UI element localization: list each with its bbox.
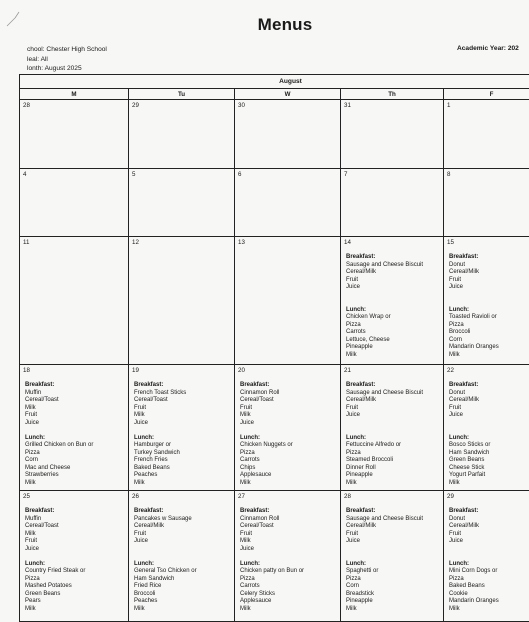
menu-item: French Fries <box>134 457 168 463</box>
day-number: 29 <box>132 102 139 109</box>
menu-item: Bosco Sticks or <box>449 442 491 448</box>
menu-item: Milk <box>25 479 36 486</box>
menu-item: Juice <box>346 412 361 418</box>
menu-item: Juice <box>25 545 40 552</box>
menu-item: Milk <box>25 404 36 411</box>
breakfast-heading: Breakfast: <box>346 382 376 388</box>
menu-item: Mashed Potatoes <box>25 583 72 589</box>
lunch-heading: Lunch: <box>346 306 366 313</box>
calendar-day-cell <box>341 365 444 491</box>
menu-item: Milk <box>240 605 251 612</box>
lunch-heading: Lunch: <box>449 560 469 567</box>
menu-item: Fettuccine Alfredo or <box>346 442 402 448</box>
menu-item: Corn <box>346 583 360 589</box>
menu-item: Juice <box>25 419 40 426</box>
menu-item: Toasted Ravioli or <box>449 314 497 320</box>
menu-item: Milk <box>240 412 251 418</box>
lunch-heading: Lunch: <box>449 306 469 313</box>
menu-item: Fruit <box>134 530 146 537</box>
day-menu <box>346 254 441 359</box>
menu-item: Sausage and Cheese Biscuit <box>346 389 424 396</box>
menu-item: Juice <box>240 545 255 552</box>
day-menu <box>240 382 338 487</box>
menu-item: Muffin <box>25 389 42 396</box>
menu-item: Fruit <box>346 530 358 537</box>
menu-item: Fruit <box>25 412 37 418</box>
menu-item: Breadstick <box>346 590 375 597</box>
menu-item: Ham Sandwich <box>134 575 175 582</box>
menu-meta <box>27 45 107 74</box>
menu-item: Cereal/Toast <box>25 523 59 529</box>
calendar-day-cell <box>341 491 444 622</box>
menu-item: Celery Sticks <box>240 590 276 597</box>
menu-item: Pizza <box>240 575 255 582</box>
menu-item: Corn <box>25 457 39 463</box>
academic-year-label: Academic Year: 202 <box>457 45 519 52</box>
menu-item: Baked Beans <box>134 464 170 471</box>
day-number: 1 <box>447 102 451 109</box>
menu-item: Cereal/Milk <box>346 397 377 403</box>
day-number: 7 <box>344 171 348 178</box>
meal-label: leal: All <box>27 55 48 63</box>
menu-item: Hamburger or <box>134 442 172 448</box>
menu-item: Turkey Sandwich <box>134 449 180 456</box>
menu-gap <box>449 553 529 561</box>
menu-item: Fruit <box>25 538 37 544</box>
weekday-header: M <box>20 89 129 100</box>
menu-item: Milk <box>134 479 145 486</box>
calendar-day-cell <box>235 365 341 491</box>
menu-item: Cereal/Toast <box>134 397 168 403</box>
calendar-day-cell <box>129 237 235 365</box>
menu-item: Juice <box>134 538 149 544</box>
menu-item: Pineapple <box>346 598 373 604</box>
menu-item: Donut <box>449 389 466 396</box>
menu-item: Fried Rice <box>134 583 162 589</box>
menu-item: Broccoli <box>134 590 156 597</box>
calendar-day-cell <box>129 169 235 237</box>
menu-item: Chips <box>240 464 256 471</box>
lunch-heading: Lunch: <box>134 560 154 567</box>
menu-item: Peaches <box>134 598 158 604</box>
menu-item: Lettuce, Cheese <box>346 336 390 343</box>
menu-item: Chicken patty on Bun or <box>240 568 305 574</box>
calendar-day-cell <box>341 169 444 237</box>
menu-item: Milk <box>134 605 145 612</box>
menu-gap <box>449 420 529 428</box>
menu-item: Pizza <box>240 449 255 456</box>
day-number: 20 <box>238 367 245 374</box>
day-number: 6 <box>238 171 242 178</box>
menu-gap <box>134 546 232 554</box>
calendar-day-cell <box>444 237 529 365</box>
calendar-day-cell <box>129 100 235 169</box>
menu-item: Cereal/Milk <box>346 523 377 529</box>
day-number: 12 <box>132 239 139 246</box>
menu-item: Grilled Chicken on Bun or <box>25 442 94 448</box>
day-number: 18 <box>23 367 30 374</box>
menu-item: Cereal/Milk <box>134 523 165 529</box>
day-menu <box>25 508 126 613</box>
menu-item: Applesauce <box>240 598 272 604</box>
menu-item: Cereal/Toast <box>25 397 59 403</box>
day-number: 19 <box>132 367 139 374</box>
menu-item: Cinnamon Roll <box>240 389 280 396</box>
menu-item: Juice <box>449 412 464 418</box>
menu-item: Juice <box>449 538 464 544</box>
day-number: 11 <box>23 239 30 246</box>
menu-item: Steamed Broccoli <box>346 457 394 463</box>
menu-item: Milk <box>449 479 460 486</box>
day-number: 8 <box>447 171 451 178</box>
menu-item: Juice <box>346 538 361 544</box>
breakfast-heading: Breakfast: <box>449 508 479 514</box>
menu-item: Corn <box>449 336 463 343</box>
menu-item: Mac and Cheese <box>25 464 71 471</box>
breakfast-heading: Breakfast: <box>449 254 479 260</box>
menu-item: Cereal/Milk <box>449 523 480 529</box>
calendar-day-cell <box>341 237 444 365</box>
menu-item: Broccoli <box>449 329 471 335</box>
breakfast-heading: Breakfast: <box>25 382 55 388</box>
menu-item: Pineapple <box>346 344 373 350</box>
menu-item: Milk <box>346 605 357 612</box>
menu-item: Fruit <box>240 530 252 537</box>
menu-item: Milk <box>240 479 251 486</box>
breakfast-heading: Breakfast: <box>25 508 55 514</box>
calendar-day-cell <box>235 100 341 169</box>
weekday-header: Th <box>341 89 444 100</box>
menu-item: Donut <box>449 261 466 268</box>
day-menu <box>449 508 529 613</box>
menu-item: French Toast Sticks <box>134 389 187 396</box>
menu-gap <box>25 553 126 561</box>
menu-item: Milk <box>25 530 36 537</box>
menu-gap <box>134 553 232 561</box>
calendar-day-cell <box>235 237 341 365</box>
menu-gap <box>449 292 529 300</box>
menu-item: Juice <box>240 419 255 426</box>
day-menu <box>449 254 529 359</box>
menu-item: Milk <box>449 605 460 612</box>
menu-gap <box>346 553 441 561</box>
menu-item: Strawberries <box>25 472 59 478</box>
day-number: 30 <box>238 102 245 109</box>
day-menu <box>134 508 232 613</box>
menu-gap <box>346 546 441 554</box>
day-number: 27 <box>238 493 245 500</box>
menu-item: Cereal/Toast <box>240 397 274 403</box>
breakfast-heading: Breakfast: <box>346 254 376 260</box>
menu-gap <box>449 299 529 307</box>
menu-item: Cereal/Milk <box>449 269 480 275</box>
menu-item: Pizza <box>25 575 40 582</box>
menu-item: Fruit <box>449 530 461 537</box>
menu-item: Milk <box>25 605 36 612</box>
school-label: chool: Chester High School <box>27 46 107 53</box>
menu-item: Milk <box>134 412 145 418</box>
day-number: 5 <box>132 171 136 178</box>
menu-item: Juice <box>346 284 361 290</box>
menu-item: Green Beans <box>449 457 485 463</box>
menu-item: Pizza <box>346 449 361 456</box>
menu-item: Sausage and Cheese Biscuit <box>346 515 424 522</box>
breakfast-heading: Breakfast: <box>134 382 164 388</box>
menu-item: Milk <box>449 351 460 358</box>
day-menu <box>346 382 441 487</box>
menu-item: Donut <box>449 515 466 522</box>
menu-item: Pizza <box>449 321 464 328</box>
day-number: 28 <box>344 493 351 500</box>
menu-item: General Tso Chicken or <box>134 568 197 574</box>
menu-item: Fruit <box>449 276 461 283</box>
menu-item: Milk <box>240 538 251 544</box>
breakfast-heading: Breakfast: <box>134 508 164 514</box>
menu-item: Pizza <box>449 575 464 582</box>
weekday-header: W <box>235 89 341 100</box>
menu-gap <box>346 299 441 307</box>
lunch-heading: Lunch: <box>25 434 45 441</box>
menu-gap <box>346 292 441 300</box>
menu-item: Fruit <box>134 404 146 411</box>
menu-item: Pancakes w Sausage <box>134 515 192 522</box>
menu-item: Cereal/Toast <box>240 523 274 529</box>
calendar-day-cell <box>444 169 529 237</box>
day-menu <box>346 508 441 613</box>
menu-item: Milk <box>346 479 357 486</box>
menu-item: Carrots <box>240 457 260 463</box>
calendar-day-cell <box>129 491 235 622</box>
calendar-day-cell <box>444 100 529 169</box>
day-number: 22 <box>447 367 454 374</box>
menu-item: Pizza <box>25 449 40 456</box>
day-number: 28 <box>23 102 30 109</box>
menu-item: Cereal/Milk <box>346 269 377 275</box>
menu-item: Chicken Nuggets or <box>240 442 293 448</box>
menu-item: Country Fried Steak or <box>25 568 86 574</box>
menu-item: Fruit <box>240 404 252 411</box>
menu-item: Fruit <box>346 276 358 283</box>
menu-item: Ham Sandwich <box>449 449 490 456</box>
breakfast-heading: Breakfast: <box>240 508 270 514</box>
weekday-header: F <box>444 89 529 100</box>
calendar-day-cell <box>20 169 129 237</box>
day-number: 15 <box>447 239 454 246</box>
menu-item: Cinnamon Roll <box>240 515 280 522</box>
calendar-day-cell <box>341 100 444 169</box>
menu-item: Fruit <box>449 404 461 411</box>
day-menu <box>134 382 232 487</box>
menu-item: Applesauce <box>240 472 272 478</box>
menu-item: Yogurt Parfait <box>449 472 486 478</box>
breakfast-heading: Breakfast: <box>240 382 270 388</box>
menu-item: Juice <box>134 419 149 426</box>
calendar-day-cell <box>20 491 129 622</box>
menu-gap <box>240 427 338 435</box>
menu-gap <box>346 420 441 428</box>
breakfast-heading: Breakfast: <box>449 382 479 388</box>
menu-item: Cereal/Milk <box>449 397 480 403</box>
menu-item: Pineapple <box>346 472 373 478</box>
calendar-day-cell <box>444 491 529 622</box>
lunch-heading: Lunch: <box>449 434 469 441</box>
calendar-day-cell <box>129 365 235 491</box>
menu-gap <box>449 546 529 554</box>
menu-item: Carrots <box>346 329 366 335</box>
day-number: 4 <box>23 171 27 178</box>
menu-item: Juice <box>449 284 464 290</box>
menu-gap <box>240 553 338 561</box>
day-number: 21 <box>344 367 351 374</box>
menu-item: Muffin <box>25 515 42 522</box>
calendar-day-cell <box>235 491 341 622</box>
day-number: 31 <box>344 102 351 109</box>
menu-item: Dinner Roll <box>346 464 376 471</box>
lunch-heading: Lunch: <box>240 560 260 567</box>
menu-item: Milk <box>346 351 357 358</box>
menu-gap <box>25 427 126 435</box>
month-label: lonth: August 2025 <box>27 65 82 73</box>
menu-item: Pizza <box>346 321 361 328</box>
menu-gap <box>449 427 529 435</box>
calendar-day-cell <box>20 237 129 365</box>
calendar-day-cell <box>235 169 341 237</box>
day-number: 13 <box>238 239 245 246</box>
menu-item: Chicken Wrap or <box>346 314 391 320</box>
calendar-grid <box>19 74 529 622</box>
calendar-day-cell <box>20 365 129 491</box>
lunch-heading: Lunch: <box>346 560 366 567</box>
day-number: 29 <box>447 493 454 500</box>
menu-item: Sausage and Cheese Biscuit <box>346 261 424 268</box>
menu-item: Peaches <box>134 472 158 478</box>
day-number: 14 <box>344 239 351 246</box>
lunch-heading: Lunch: <box>240 434 260 441</box>
menu-item: Mandarin Oranges <box>449 344 499 350</box>
breakfast-heading: Breakfast: <box>346 508 376 514</box>
lunch-heading: Lunch: <box>346 434 366 441</box>
menu-item: Carrots <box>240 583 260 589</box>
calendar-day-cell <box>444 365 529 491</box>
day-menu <box>240 508 338 613</box>
menu-item: Mandarin Oranges <box>449 598 499 604</box>
weekday-header: Tu <box>129 89 235 100</box>
menu-item: Mini Corn Dogs or <box>449 568 498 574</box>
day-number: 26 <box>132 493 139 500</box>
day-number: 25 <box>23 493 30 500</box>
weekday-header-row <box>20 89 529 100</box>
menu-item: Spaghetti or <box>346 568 379 574</box>
menu-item: Cookie <box>449 590 468 597</box>
day-menu <box>449 382 529 487</box>
menu-item: Cheese Stick <box>449 464 485 471</box>
day-menu <box>25 382 126 487</box>
menu-item: Green Beans <box>25 590 61 597</box>
menu-item: Fruit <box>346 404 358 411</box>
calendar-month-header: August <box>20 75 529 89</box>
lunch-heading: Lunch: <box>134 434 154 441</box>
menu-gap <box>134 427 232 435</box>
menu-item: Baked Beans <box>449 583 485 589</box>
menu-item: Pears <box>25 598 41 604</box>
page-title: Menus <box>257 15 313 34</box>
calendar-day-cell <box>20 100 129 169</box>
lunch-heading: Lunch: <box>25 560 45 567</box>
menu-item: Pizza <box>346 575 361 582</box>
menu-gap <box>346 427 441 435</box>
